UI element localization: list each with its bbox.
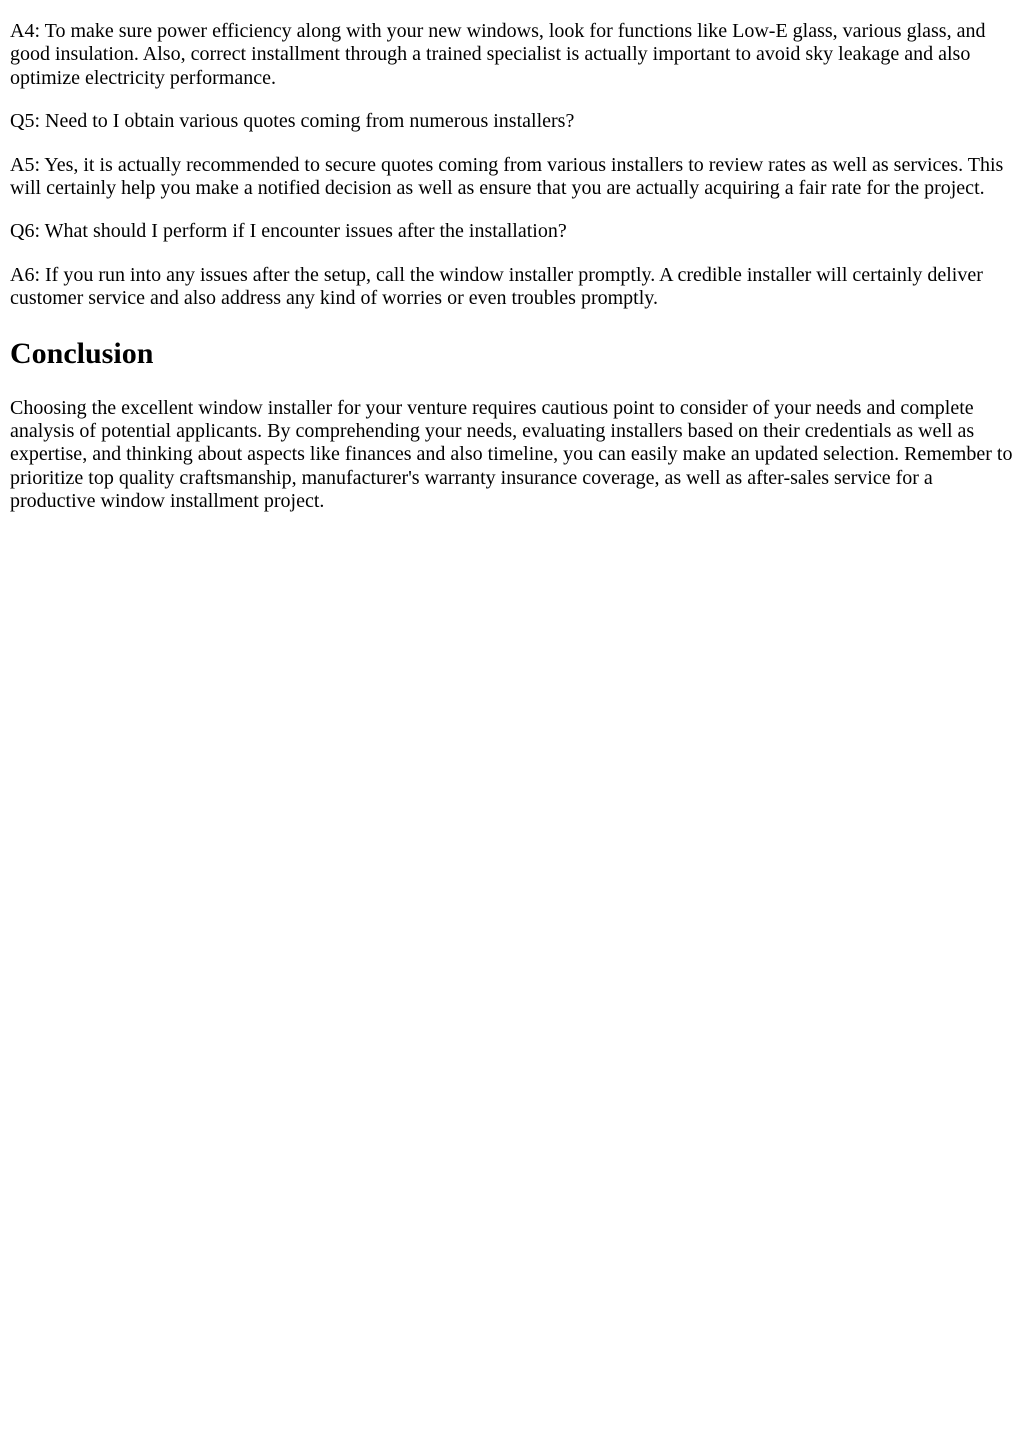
conclusion-paragraph: Choosing the excellent window installer for your venture requires cautious point to consider of your needs and complete analysis of potential applicants. By comprehending your needs, evaluating installers based on their credentials as well as expertise, and thinking about aspects like finances and also timeline, you can easily make an updated selection. Remember to prioritize top quality craftsmanship, manufacturer's warranty insurance coverage, as well as after-sales service for a productive window installment project.: [10, 396, 1013, 513]
question-5-paragraph: Q5: Need to I obtain various quotes coming from numerous installers?: [10, 110, 575, 133]
question-6-paragraph: Q6: What should I perform if I encounter issues after the installation?: [10, 220, 567, 243]
document-page: [0, 0, 1024, 514]
answer-4-paragraph: A4: To make sure power efficiency along with your new windows, look for functions like Low-E glass, various glass, and good insulation. Also, correct installment through a trained specialist is actually important to avoid sky leakage and also optimize electricity performance.: [10, 20, 986, 89]
answer-6-paragraph: A6: If you run into any issues after the setup, call the window installer promptly. A credible installer will certainly deliver customer service and also address any kind of worries or even troubles promptly.: [10, 263, 983, 310]
answer-5-paragraph: A5: Yes, it is actually recommended to secure quotes coming from various installers to review rates as well as services. This will certainly help you make a notified decision as well as ensure that you are actually acquiring a fair rate for the project.: [10, 153, 1004, 200]
conclusion-heading: Conclusion: [10, 336, 154, 370]
